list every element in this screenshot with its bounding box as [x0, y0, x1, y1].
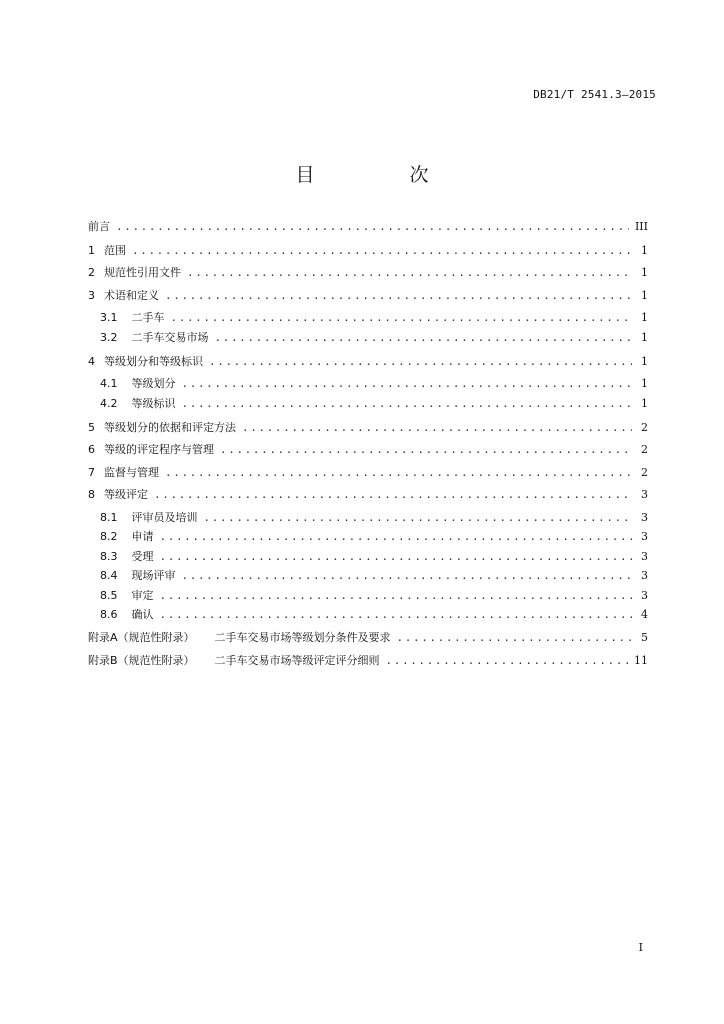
toc-annex-number: 附录B — [88, 653, 118, 667]
table-of-contents — [88, 219, 648, 675]
toc-entry-6[interactable] — [88, 442, 648, 465]
toc-leader-dots — [165, 288, 632, 304]
toc-entry-8-3[interactable] — [88, 549, 648, 569]
toc-entry-number: 8.2 — [100, 530, 118, 543]
toc-entry-page: 3 — [641, 588, 648, 602]
toc-entry-annex-b[interactable] — [88, 653, 648, 676]
toc-entry-number: 8 — [88, 488, 95, 501]
toc-leader-dots — [386, 653, 628, 669]
toc-entry-label: 规范性引用文件 — [104, 266, 181, 279]
toc-entry-1[interactable] — [88, 243, 648, 266]
toc-entry-label: 等级评定 — [104, 488, 148, 501]
toc-entry-8-5[interactable] — [88, 588, 648, 608]
toc-leader-dots — [160, 529, 633, 545]
toc-entry-label: 范围 — [104, 243, 126, 257]
toc-entry-label: 等级划分和等级标识 — [104, 354, 203, 368]
toc-leader-dots — [182, 376, 633, 392]
toc-entry-page: 1 — [641, 330, 648, 344]
page-title: 目 次 — [295, 164, 467, 186]
toc-entry-label: 等级标识 — [131, 396, 176, 410]
toc-entry-3[interactable] — [88, 288, 648, 311]
toc-leader-dots — [165, 465, 632, 481]
toc-leader-dots — [160, 607, 633, 623]
toc-entry-4[interactable] — [88, 354, 648, 377]
toc-leader-dots — [182, 568, 633, 584]
toc-entry-7[interactable] — [88, 465, 648, 488]
toc-entry-number: 2 — [88, 266, 95, 279]
toc-entry-page: 1 — [641, 396, 648, 410]
toc-entry-number: 8.1 — [100, 510, 118, 524]
toc-entry-3-1[interactable] — [88, 310, 648, 330]
toc-leader-dots — [242, 420, 632, 436]
toc-entry-page: 1 — [641, 377, 648, 390]
document-code: DB21/T 2541.3—2015 — [533, 88, 656, 101]
toc-leader-dots — [154, 487, 632, 503]
toc-entry-page: 2 — [641, 465, 648, 479]
toc-entry-label: 现场评审 — [131, 569, 176, 582]
toc-entry-page: 3 — [641, 569, 648, 582]
toc-annex-type: （规范性附录） — [117, 653, 195, 667]
toc-entry-number: 4.1 — [100, 377, 118, 390]
toc-entry-label: 术语和定义 — [104, 288, 159, 302]
toc-entry-page: 3 — [641, 530, 648, 543]
toc-annex-number: 附录A — [88, 631, 118, 644]
toc-entry-label: 受理 — [131, 549, 154, 563]
toc-leader-dots — [132, 243, 632, 259]
toc-entry-page: 1 — [641, 354, 648, 368]
toc-entry-number: 3.1 — [100, 311, 118, 324]
toc-entry-number: 6 — [88, 443, 95, 456]
toc-entry-label: 申请 — [131, 530, 154, 543]
toc-entry-page: 1 — [641, 266, 648, 279]
toc-entry-number: 7 — [88, 465, 95, 479]
toc-entry-2[interactable] — [88, 265, 648, 288]
toc-entry-page: 4 — [641, 608, 648, 621]
toc-leader-dots — [171, 310, 633, 326]
toc-leader-dots — [220, 442, 632, 458]
toc-entry-label: 等级的评定程序与管理 — [104, 443, 214, 456]
toc-entry-page: III — [634, 220, 648, 233]
toc-entry-number: 5 — [88, 420, 95, 434]
toc-entry-number: 3 — [88, 288, 95, 302]
toc-entry-3-2[interactable] — [88, 330, 648, 354]
toc-leader-dots — [187, 265, 632, 281]
toc-leader-dots — [204, 510, 633, 526]
toc-leader-dots — [182, 396, 633, 412]
toc-entry-page: 3 — [641, 488, 648, 501]
toc-entry-label: 二手车交易市场等级评定评分细则 — [214, 653, 380, 667]
toc-entry-number: 8.4 — [100, 569, 118, 582]
toc-entry-page: 2 — [641, 420, 648, 434]
toc-leader-dots — [215, 330, 633, 346]
toc-leader-dots — [160, 549, 633, 565]
toc-entry-number: 4.2 — [100, 396, 118, 410]
toc-entry-number: 8.6 — [100, 608, 118, 621]
toc-entry-page: 2 — [641, 443, 648, 456]
toc-entry-foreword[interactable] — [88, 219, 648, 243]
toc-entry-number: 1 — [88, 243, 95, 257]
toc-entry-label: 等级划分的依据和评定方法 — [104, 420, 236, 434]
toc-leader-dots — [116, 219, 629, 235]
toc-entry-8-4[interactable] — [88, 568, 648, 588]
toc-entry-4-2[interactable] — [88, 396, 648, 420]
page-number: I — [638, 941, 643, 954]
toc-entry-page: 3 — [641, 510, 648, 524]
toc-entry-label: 二手车 — [131, 311, 165, 324]
toc-entry-8[interactable] — [88, 487, 648, 510]
toc-entry-label: 二手车交易市场 — [131, 330, 209, 344]
toc-entry-label: 评审员及培训 — [131, 510, 198, 524]
toc-leader-dots — [160, 588, 633, 604]
toc-entry-number: 3.2 — [100, 330, 118, 344]
toc-entry-4-1[interactable] — [88, 376, 648, 396]
toc-entry-label: 前言 — [88, 220, 110, 233]
toc-leader-dots — [209, 354, 632, 370]
toc-entry-page: 1 — [641, 288, 648, 302]
toc-entry-annex-a[interactable] — [88, 630, 648, 653]
toc-entry-8-6[interactable] — [88, 607, 648, 630]
toc-entry-8-2[interactable] — [88, 529, 648, 549]
toc-entry-number: 8.5 — [100, 588, 118, 602]
toc-entry-8-1[interactable] — [88, 510, 648, 530]
toc-entry-label: 等级划分 — [131, 377, 176, 390]
toc-entry-page: 5 — [641, 631, 648, 644]
toc-entry-page: 1 — [641, 243, 648, 257]
toc-entry-5[interactable] — [88, 420, 648, 443]
toc-entry-page: 11 — [634, 653, 648, 667]
toc-entry-label: 确认 — [131, 608, 154, 621]
toc-entry-label: 审定 — [131, 588, 154, 602]
toc-leader-dots — [397, 630, 632, 646]
toc-entry-number: 4 — [88, 354, 95, 368]
toc-entry-label: 监督与管理 — [104, 465, 159, 479]
toc-entry-number: 8.3 — [100, 549, 118, 563]
toc-entry-page: 3 — [641, 549, 648, 563]
toc-entry-label: 二手车交易市场等级划分条件及要求 — [214, 631, 391, 644]
toc-entry-page: 1 — [641, 311, 648, 324]
toc-annex-type: （规范性附录） — [117, 631, 195, 644]
